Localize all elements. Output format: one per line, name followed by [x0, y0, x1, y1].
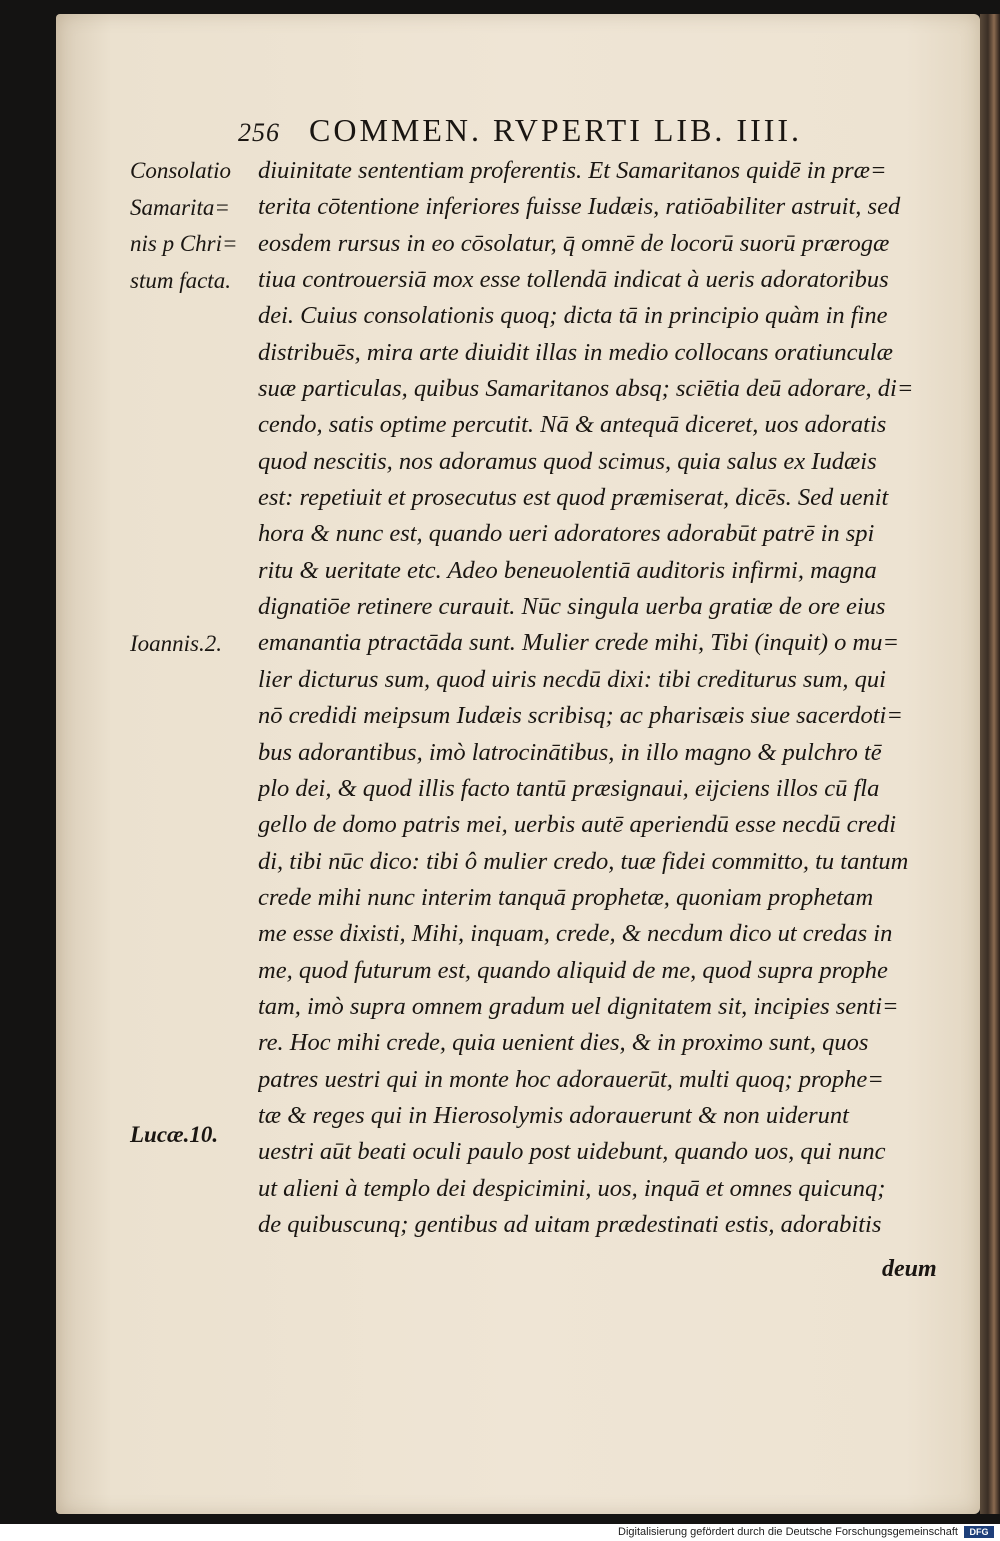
text-line: di, tibi nūc dico: tibi ô mulier credo, tuæ fidei committo, tu tantum: [258, 847, 909, 875]
text-line: hora & nunc est, quando ueri adoratores adorabūt patrē in spi: [258, 520, 875, 548]
text-line: dei. Cuius consolationis quoq; dicta tā in principio quàm in fine: [258, 302, 888, 330]
page-number: 256: [238, 118, 280, 147]
body-text: [258, 153, 958, 1243]
digitization-footer: [0, 1524, 1000, 1541]
running-title: COMMEN. RVPERTI LIB. IIII.: [309, 112, 803, 148]
text-line: ritu & ueritate etc. Adeo beneuolentiā auditoris infirmi, magna: [258, 556, 877, 584]
dfg-logo-icon: DFG: [964, 1526, 994, 1538]
text-line: bus adorantibus, imò latrocinātibus, in illo magno & pulchro tē: [258, 738, 882, 766]
text-line: emanantia ptractāda sunt. Mulier crede mihi, Tibi (inquit) o mu=: [258, 629, 900, 657]
margin-note: Lucæ.10.: [130, 1122, 219, 1147]
text-line: dignatiōe retinere curauit. Nūc singula uerba gratiæ de ore eius: [258, 593, 886, 621]
text-line: terita cōtentione inferiores fuisse Iudæis, ratiōabiliter astruit, sed: [258, 193, 901, 221]
text-line: tæ & reges qui in Hierosolymis adorauerunt & non uiderunt: [258, 1101, 849, 1129]
text-line: tam, imò supra omnem gradum uel dignitatem sit, incipies senti=: [258, 992, 899, 1020]
text-line: plo dei, & quod illis facto tantū præsignaui, eijciens illos cū fla: [258, 774, 880, 802]
margin-note: stum facta.: [130, 268, 231, 293]
text-line: re. Hoc mihi crede, quia uenient dies, & in proximo sunt, quos: [258, 1029, 869, 1057]
text-line: uestri aūt beati oculi paulo post uidebunt, quando uos, qui nunc: [258, 1138, 886, 1166]
margin-note: Ioannis.2.: [130, 631, 222, 656]
text-line: distribuēs, mira arte diuidit illas in medio collocans oratiunculæ: [258, 338, 893, 366]
text-line: suæ particulas, quibus Samaritanos absq; sciētia deū adorare, di=: [258, 375, 914, 403]
text-line: eosdem rursus in eo cōsolatur, q̄ omnē de locorū suorū prærogæ: [258, 229, 890, 257]
text-line: tiua controuersiā mox esse tollendā indicat à ueris adoratoribus: [258, 266, 889, 294]
running-header: [238, 112, 938, 150]
text-line: gello de domo patris mei, uerbis autē aperiendū esse necdū credi: [258, 811, 897, 839]
margin-note: Consolatio: [130, 158, 231, 183]
text-line: me esse dixisti, Mihi, inquam, crede, & necdum dico ut credas in: [258, 920, 893, 948]
margin-note: Samarita=: [130, 195, 230, 220]
text-line: crede mihi nunc interim tanquā prophetæ, quoniam prophetam: [258, 883, 874, 911]
text-line: lier dicturus sum, quod uiris necdū dixi: tibi crediturus sum, qui: [258, 665, 886, 693]
book-edge: [980, 14, 1000, 1514]
funding-credit: Digitalisierung gefördert durch die Deutsche Forschungsgemeinschaft: [618, 1526, 958, 1538]
text-line: ut alieni à templo dei despicimini, uos, inquā et omnes quicunq;: [258, 1174, 886, 1202]
text-line: diuinitate sententiam proferentis. Et Samaritanos quidē in præ=: [258, 157, 887, 184]
margin-note: nis p Chri=: [130, 231, 238, 256]
text-line: de quibuscunq; gentibus ad uitam prædestinati estis, adorabitis: [258, 1210, 882, 1238]
text-line: nō credidi meipsum Iudæis scribisq; ac pharisæis siue sacerdoti=: [258, 702, 903, 730]
catchword: deum: [882, 1256, 937, 1282]
text-line: cendo, satis optime percutit. Nā & antequā diceret, uos adoratis: [258, 411, 887, 439]
text-line: quod nescitis, nos adoramus quod scimus, quia salus ex Iudæis: [258, 447, 877, 475]
text-line: est: repetiuit et prosecutus est quod præmiserat, dicēs. Sed uenit: [258, 484, 889, 512]
text-line: me, quod futurum est, quando aliquid de me, quod supra prophe: [258, 956, 888, 984]
text-line: patres uestri qui in monte hoc adorauerūt, multi quoq; prophe=: [258, 1065, 884, 1093]
